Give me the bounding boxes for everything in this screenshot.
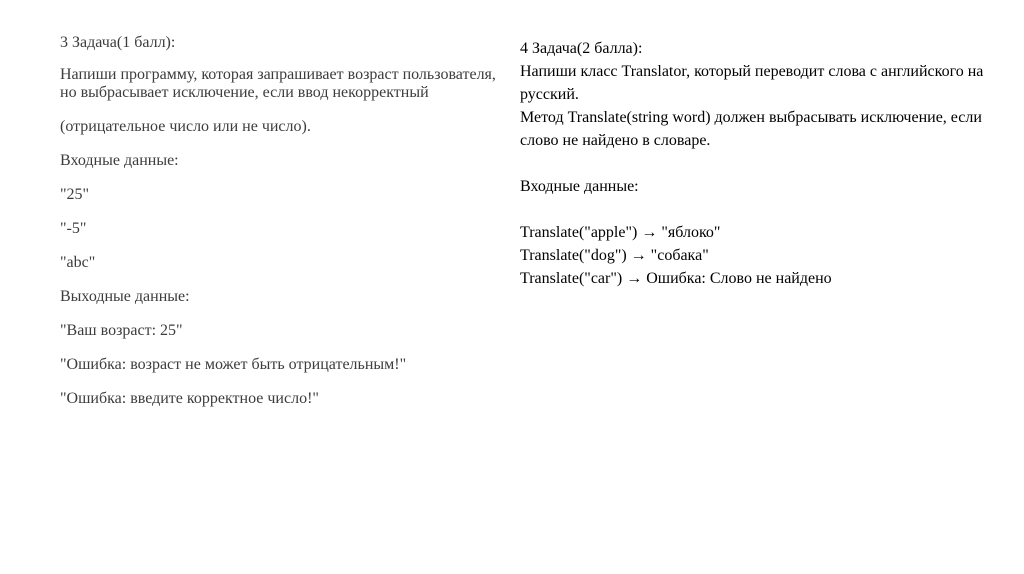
spacer bbox=[520, 152, 990, 175]
task3-description: Напиши программу, которая запрашивает возраст пользователя, но выбрасывает исключение, если ввод некорректный bbox=[60, 66, 496, 101]
spacer bbox=[520, 198, 990, 221]
task3-output-1: "Ваш возраст: 25" bbox=[60, 322, 183, 339]
task3-input-1: "25" bbox=[60, 186, 90, 203]
task3-title: 3 Задача(1 балл): bbox=[60, 34, 176, 51]
task3-input-3: "abc" bbox=[60, 254, 96, 271]
task4-example-3: Translate("car") → Ошибка: Слово не найдено bbox=[520, 270, 832, 287]
task3-output-label: Выходные данные: bbox=[60, 288, 190, 305]
task4-example-2: Translate("dog") → "собака" bbox=[520, 247, 709, 264]
task4-input-label: Входные данные: bbox=[520, 178, 639, 195]
task4-example-1: Translate("apple") → "яблоко" bbox=[520, 224, 721, 241]
task4-line1: Напиши класс Translator, который переводит слова с английского на русский. bbox=[520, 63, 984, 103]
task3-column bbox=[60, 34, 500, 424]
task3-output-3: "Ошибка: введите корректное число!" bbox=[60, 390, 319, 407]
task3-input-label: Входные данные: bbox=[60, 152, 179, 169]
task4-column bbox=[520, 37, 990, 290]
task3-condition: (отрицательное число или не число). bbox=[60, 118, 311, 135]
task4-line2: Метод Translate(string word) должен выбрасывать исключение, если слово не найдено в словаре. bbox=[520, 109, 982, 149]
task4-title: 4 Задача(2 балла): bbox=[520, 40, 643, 57]
task3-output-2: "Ошибка: возраст не может быть отрицательным!" bbox=[60, 356, 407, 373]
task3-input-2: "-5" bbox=[60, 220, 87, 237]
